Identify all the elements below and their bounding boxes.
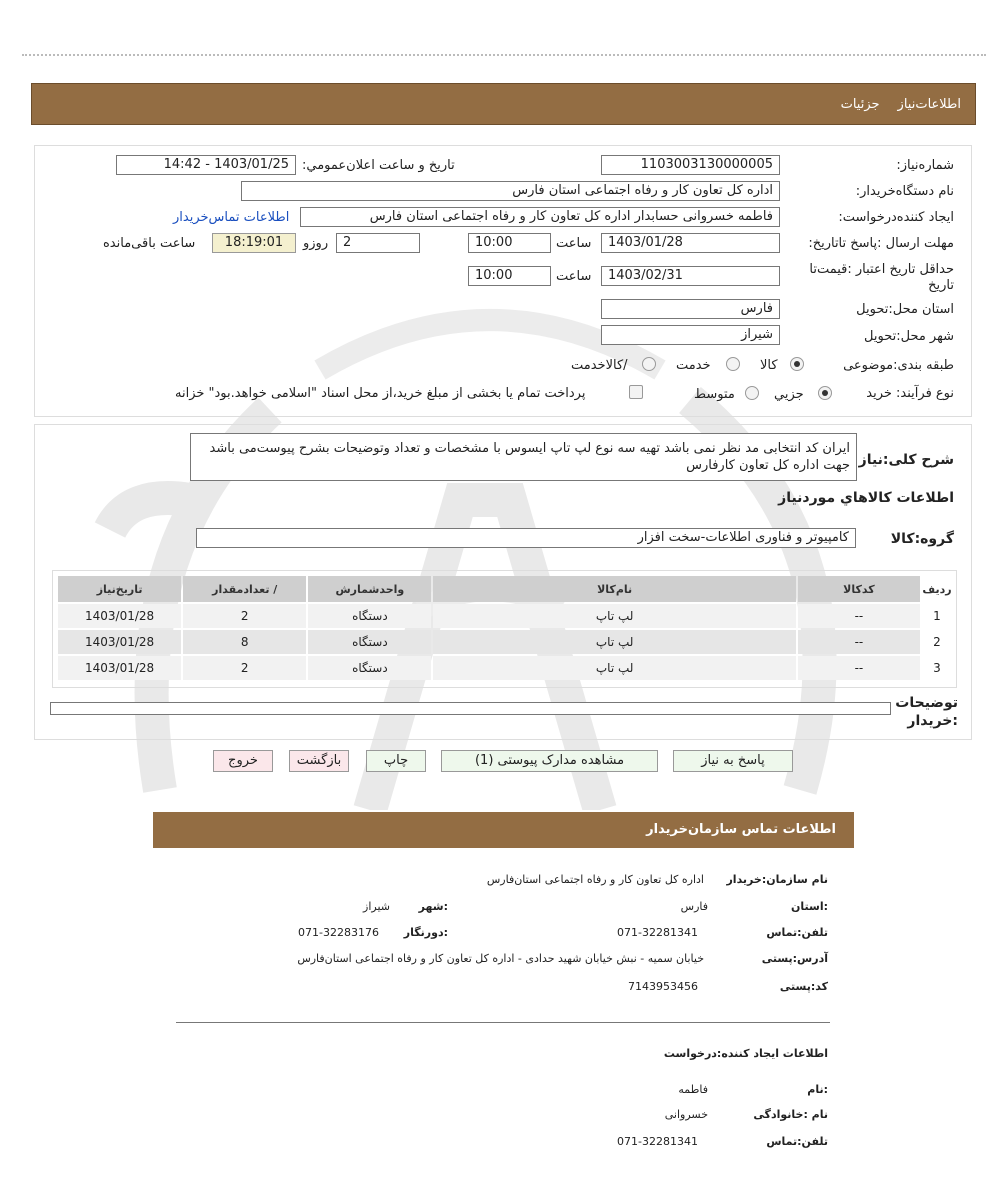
contact-postal-value: 7143953456 xyxy=(628,980,698,993)
col-row-header: رديف xyxy=(922,582,952,596)
org-name-value: اداره کل تعاون کار و رفاه اجتماعی استان‌فارس xyxy=(486,873,704,886)
top-separator xyxy=(22,54,986,56)
need-number-field: 1103003130000005 xyxy=(601,155,780,175)
cell-name: لپ تاپ xyxy=(433,630,795,654)
cell-code: -- xyxy=(798,656,920,680)
contact-phone-label: تلفن:تماس xyxy=(766,926,828,939)
cell-date: 1403/01/28 xyxy=(58,630,181,654)
creator-field: فاطمه خسروانی حسابدار اداره کل تعاون کار و رفاه اجتماعی استان فارس xyxy=(300,207,780,227)
category-goods-label: کالا xyxy=(760,358,778,373)
deadline-time-field: 10:00 xyxy=(468,233,551,253)
payment-note: پرداخت تمام يا بخشی از مبلغ خريد،از محل اسناد "اسلامی خواهد.بود" خزانه xyxy=(175,386,586,401)
contact-phone-value: 071-32281341 xyxy=(617,926,698,939)
description-label: شرح کلی:نياز xyxy=(858,452,954,468)
cell-code: -- xyxy=(798,604,920,628)
back-button[interactable]: بازگشت xyxy=(289,750,349,772)
announce-label: تاريخ و ساعت اعلان‌عمومي: xyxy=(302,158,455,173)
col-code-header: کدکالا xyxy=(798,576,920,602)
remaining-label: ساعت باقی‌مانده xyxy=(103,236,196,251)
cell-row: 1 xyxy=(922,604,952,628)
contact-address-value: خيابان سميه - نبش خيابان شهيد حدادی - اداره کل تعاون کار و رفاه اجتماعی استان‌فارس xyxy=(297,952,704,965)
deadline-date-field: 1403/01/28 xyxy=(601,233,780,253)
category-service-radio[interactable] xyxy=(726,357,740,371)
cell-unit: دستگاه xyxy=(308,630,431,654)
creator-phone-value: 071-32281341 xyxy=(617,1135,698,1148)
exit-button[interactable]: خروج xyxy=(213,750,273,772)
table-header-row xyxy=(58,576,952,602)
description-field: ایران کد انتخابی مد نظر نمی باشد تهیه سه نوع لپ تاپ ایسوس با مشخصات و تعداد وتوضیحات بشرح پیوست‌می باشد جهت اداره کل تعاون کارفارس xyxy=(190,433,857,481)
validity-time-field: 10:00 xyxy=(468,266,551,286)
province-label: استان محل:تحويل xyxy=(856,302,954,317)
contact-city-label: :شهر xyxy=(418,900,448,913)
process-label: نوع فرآيند: خريد xyxy=(866,386,954,401)
payment-checkbox[interactable] xyxy=(629,385,643,399)
contact-city-value: شيراز xyxy=(363,900,390,913)
contact-divider xyxy=(176,1022,830,1023)
deadline-label: مهلت ارسال :پاسخ تا‌تاريخ: xyxy=(808,236,954,251)
contact-province-label: :استان xyxy=(791,900,828,913)
creator-first-name-value: فاطمه xyxy=(678,1083,708,1096)
validity-label: حداقل تاريخ اعتبار :قيمت‌تا تاريخ xyxy=(809,262,954,293)
cell-code: -- xyxy=(798,630,920,654)
process-partial-radio[interactable] xyxy=(818,386,832,400)
cell-name: لپ تاپ xyxy=(433,604,795,628)
cell-qty: 2 xyxy=(183,604,306,628)
table-row xyxy=(58,630,952,654)
province-field: فارس xyxy=(601,299,780,319)
days-field: 2 xyxy=(336,233,420,253)
creator-last-name-label: نام :خانوادگی xyxy=(753,1108,828,1121)
goods-group-field: کامپيوتر و فناوری اطلاعات-سخت افزار xyxy=(196,528,856,548)
process-medium-label: متوسط xyxy=(694,387,735,402)
col-name-header: نام‌کالا xyxy=(433,576,795,602)
buyer-contact-link[interactable]: اطلاعات تماس‌خريدار xyxy=(173,210,290,225)
announce-field: 1403/01/25 - 14:42 xyxy=(116,155,296,175)
table-row xyxy=(58,604,952,628)
contact-header xyxy=(153,812,854,848)
col-qty-header: / تعدادمقدار xyxy=(183,576,306,602)
creator-first-name-label: :نام xyxy=(807,1083,828,1096)
goods-info-title: اطلاعات کالاهاي موردنياز xyxy=(778,490,954,506)
org-name-label: نام سازمان:خريدار xyxy=(726,873,828,886)
deadline-hour-label: ساعت xyxy=(556,236,592,251)
cell-unit: دستگاه xyxy=(308,604,431,628)
page-header xyxy=(31,83,976,125)
contact-fax-value: 071-32283176 xyxy=(298,926,379,939)
buyer-notes-label: توضيحات :خريدار xyxy=(895,695,958,729)
process-partial-label: جزيي xyxy=(774,387,804,402)
print-button[interactable]: چاپ xyxy=(366,750,426,772)
cell-row: 2 xyxy=(922,630,952,654)
city-field: شيراز xyxy=(601,325,780,345)
cell-qty: 8 xyxy=(183,630,306,654)
breadcrumb-info[interactable]: اطلاعات‌نياز xyxy=(897,97,961,112)
process-medium-radio[interactable] xyxy=(745,386,759,400)
cell-date: 1403/01/28 xyxy=(58,656,181,680)
validity-hour-label: ساعت xyxy=(556,269,592,284)
creator-last-name-value: خسروانی xyxy=(664,1108,708,1121)
reply-button[interactable]: پاسخ به نياز xyxy=(673,750,793,772)
cell-unit: دستگاه xyxy=(308,656,431,680)
cell-date: 1403/01/28 xyxy=(58,604,181,628)
col-unit-header: واحدشمارش xyxy=(308,576,431,602)
category-service-label: خدمت xyxy=(676,358,711,373)
contact-postal-label: کد:پستی xyxy=(779,980,828,993)
items-table xyxy=(56,574,954,682)
validity-date-field: 1403/02/31 xyxy=(601,266,780,286)
days-label: روزو xyxy=(303,236,329,251)
category-label: طبقه بندی:موضوعی xyxy=(843,358,954,373)
table-row xyxy=(58,656,952,680)
breadcrumb-details[interactable]: جزئيات xyxy=(840,97,880,112)
remaining-time: 18:19:01 xyxy=(212,233,296,253)
category-both-radio[interactable] xyxy=(642,357,656,371)
buyer-org-field: اداره کل تعاون کار و رفاه اجتماعی استان فارس xyxy=(241,181,780,201)
cell-row: 3 xyxy=(922,656,952,680)
attachments-button[interactable]: مشاهده مدارک پيوستی (1) xyxy=(441,750,658,772)
contact-title: اطلاعات تماس سازمان‌خريدار xyxy=(646,822,836,837)
col-date-header: تاريخ‌نياز xyxy=(58,576,181,602)
contact-fax-label: :دورنگار xyxy=(403,926,448,939)
creator-info-title: اطلاعات ايجاد کننده:درخواست xyxy=(663,1047,828,1060)
contact-province-value: فارس xyxy=(680,900,708,913)
category-both-label: /کالاخدمت xyxy=(571,358,628,373)
buyer-notes-field xyxy=(50,702,891,715)
buyer-org-label: نام دستگاه‌خريدار: xyxy=(855,184,954,199)
contact-address-label: آدرس:پستی xyxy=(761,952,828,965)
creator-phone-label: تلفن:تماس xyxy=(766,1135,828,1148)
category-goods-radio[interactable] xyxy=(790,357,804,371)
city-label: شهر محل:تحويل xyxy=(864,329,954,344)
goods-group-label: گروه:کالا xyxy=(890,531,954,547)
need-number-label: شماره‌نیاز: xyxy=(896,158,954,173)
cell-qty: 2 xyxy=(183,656,306,680)
creator-label: ايجاد کننده‌درخواست: xyxy=(838,210,954,225)
cell-name: لپ تاپ xyxy=(433,656,795,680)
